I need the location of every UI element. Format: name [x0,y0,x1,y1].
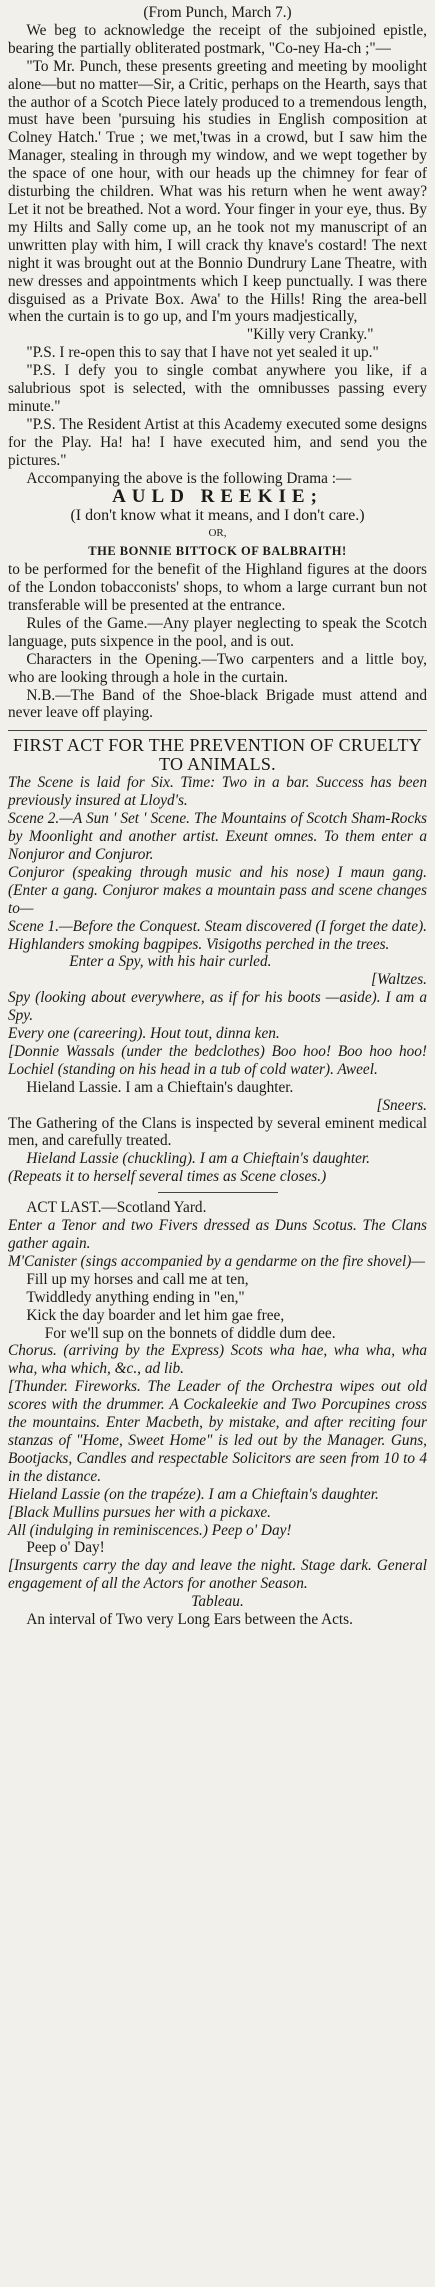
act1-heading: FIRST ACT FOR THE PREVENTION OF CRUELTY TO ANIMALS. [12,735,423,775]
act1-sneers: [Sneers. [376,1096,427,1114]
letter-signature: "Killy very Cranky." [246,326,374,344]
song-line-1: Fill up my horses and call me at ten, [26,1270,249,1288]
postscript-2: "P.S. I defy you to single combat anywhere you like, if a salubrious spot is selected, with the omnibusses passing every minute." [8,362,427,415]
short-divider [158,1192,278,1193]
letter-body: "To Mr. Punch, these presents greeting and meeting by moolight alone—but no matter—Sir, a Critic, perhaps on the Hearth, says that the author of a Scotch Piece lately produced to a tremendous length, must have been 'pursuing his studies in English composition at Colney Hatch.' True ; we met,'twas in a crowd, but I saw him the Manager, stealing in through my window, and we wept together by the space of one hour, with our heads up the chimney for fear of disturbing the children. What was his return when he went away? Let it not be breathed. Not a word. Your finger in your eye, thus. By my Hilts and Sally come up, an he took not my manuscript of an unwritten play with him, I will crack thy knave's costard! The next night it was brought out at the Bonnio Dundrury Lane Theatre, with new dresses and appointments which I keep punctually. I was there disguised as a Private Box. Awa' to the Hills! Ring the area-bell when the curtain is to go up, and I'm yours madjestically, [8,57,427,326]
letter-intro: We beg to acknowledge the receipt of the subjoined epistle, bearing the partially obliterated postmark, "Co-ney Ha-ch ;"— [8,21,427,57]
drama-or: OR, [208,527,227,540]
act-last-tableau: Tableau. [191,1593,244,1611]
act1-lassie-2: Hieland Lassie (chuckling). I am a Chieftain's daughter. [26,1150,370,1168]
act1-scene-2: Scene 2.—A Sun ' Set ' Scene. The Mountains of Scotch Sham-Rocks by Moonlight and another artist. Exeunt omnes. To them enter a Nonjuror and Conjuror. [8,810,427,863]
song-line-4: For we'll sup on the bonnets of diddle dum dee. [44,1324,336,1342]
postscript-3: "P.S. The Resident Artist at this Academy executed some designs for the Play. Ha! ha! I have executed him, and send you the pictures." [8,415,427,469]
act1-everyone: Every one (careering). Hout tout, dinna ken. [8,1025,280,1043]
drama-description: to be performed for the benefit of the Highland figures at the doors of the London tobacconists' shops, to whom a large currant bun not transferable will be presented at the entrance. [8,561,427,614]
act1-scene-1: Scene 1.—Before the Conquest. Steam discovered (I forget the date). Highlanders smoking bagpipes. Visigoths perched in the trees. [8,917,427,953]
drama-subtitle: (I don't know what it means, and I don't care.) [70,507,365,525]
act-last-chorus: Chorus. (arriving by the Express) Scots wha hae, wha wha, wha wha, wha which, &c., ad lib. [8,1342,427,1378]
rules-of-game: Rules of the Game.—Any player neglecting to speak the Scotch language, puts sixpence in the pool, and is out. [8,614,427,650]
act1-donnie: [Donnie Wassals (under the bedclothes) Boo hoo! Boo hoo hoo! Lochiel (standing on his head in a tub of cold water). Aweel. [8,1042,427,1078]
act1-gathering: The Gathering of the Clans is inspected by several eminent medical men, and carefully treated. [8,1114,427,1150]
drama-alt-title: THE BONNIE BITTOCK OF BALBRAITH! [88,544,347,559]
act1-conjuror: Conjuror (speaking through music and his nose) I maun gang. (Enter a gang. Conjuror makes a mountain pass and scene changes to— [8,863,427,917]
act-last-mcanister: M'Canister (sings accompanied by a gendarme on the fire shovel)— [8,1252,425,1270]
act-last-thunder: [Thunder. Fireworks. The Leader of the Orchestra wipes out old scores with the drummer. A Cockaleekie and Two Porcupines cross the mountains. Enter Macbeth, by mistake, and after reciting four stanzas of "Home, Sweet Home" is led out by the Manager. Guns, Bootjacks, Candles and respectable Solicitors are seen from 10 to 4 in the distance. [8,1378,427,1485]
act-last-lassie: Hieland Lassie (on the trapéze). I am a Chieftain's daughter. [8,1485,379,1503]
act-last-enter-tenor: Enter a Tenor and two Fivers dressed as Duns Scotus. The Clans gather again. [8,1217,427,1252]
nota-bene: N.B.—The Band of the Shoe-black Brigade must attend and never leave off playing. [8,686,427,722]
accompanying-line: Accompanying the above is the following Drama :— [26,469,352,487]
song-line-2: Twiddledy anything ending in "en," [26,1288,245,1306]
act1-enter-spy: Enter a Spy, with his hair curled. [69,953,272,971]
act-last-heading: ACT LAST.—Scotland Yard. [26,1199,207,1217]
act1-spy-line: Spy (looking about everywhere, as if for his boots —aside). I am a Spy. [8,989,427,1025]
postscript-1: "P.S. I re-open this to say that I have not yet sealed it up." [26,344,379,362]
song-line-3: Kick the day boarder and let him gae free, [26,1306,285,1324]
act-last-interval: An interval of Two very Long Ears between the Acts. [26,1611,353,1629]
section-divider [8,730,427,731]
source-line: (From Punch, March 7.) [143,4,292,21]
act-last-insurgents: [Insurgents carry the day and leave the night. Stage dark. General engagement of all the Actors for another Season. [8,1557,427,1593]
act-last-black-mullins: [Black Mullins pursues her with a pickaxe. [8,1503,271,1521]
act1-waltzes: [Waltzes. [371,971,427,989]
drama-title: AULD REEKIE; [112,486,323,508]
characters-in-opening: Characters in the Opening.—Two carpenters and a little boy, who are looking through a hole in the curtain. [8,650,427,686]
act1-scene-laid: The Scene is laid for Six. Time: Two in a bar. Success has been previously insured at Lloyd's. [8,774,427,810]
act-last-peep: Peep o' Day! [26,1539,105,1557]
act1-lassie-1: Hieland Lassie. I am a Chieftain's daughter. [26,1078,294,1096]
act-last-all: All (indulging in reminiscences.) Peep o' Day! [8,1521,292,1539]
act1-repeats: (Repeats it to herself several times as Scene closes.) [8,1168,327,1186]
